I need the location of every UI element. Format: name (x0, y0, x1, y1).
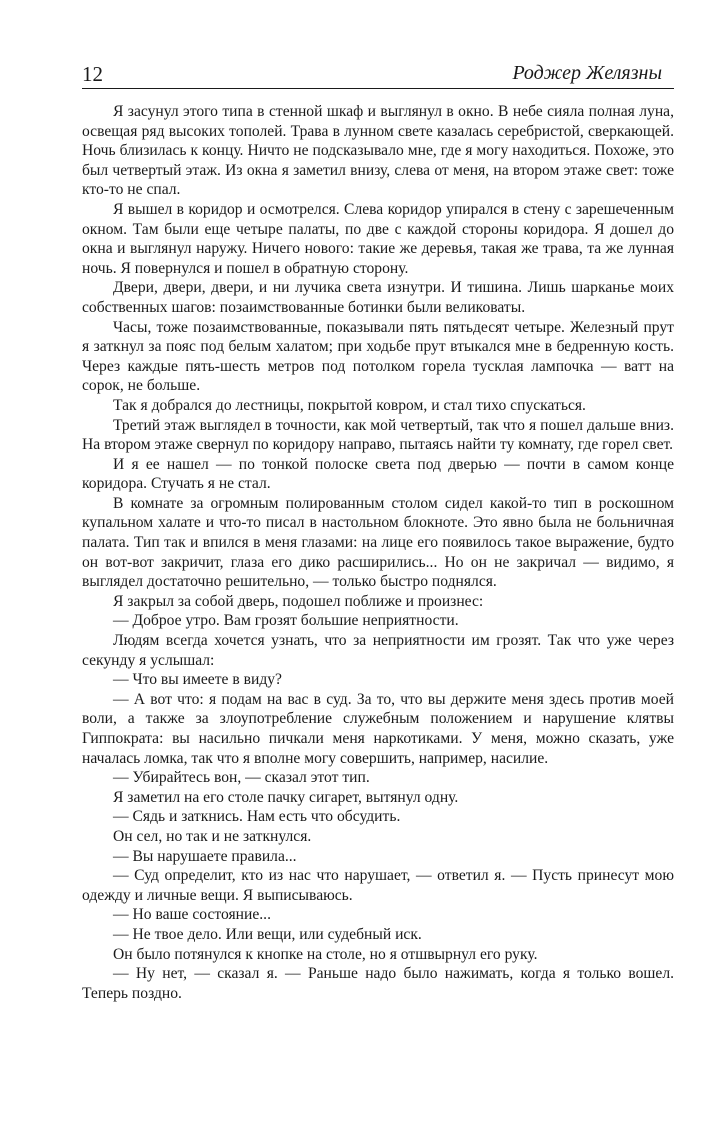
dialogue-line: — Суд определит, кто из нас что нарушает, — ответил я. — Пусть принесут мою одежду и личные вещи. Я выписываюсь. (82, 867, 674, 904)
paragraph: И я ее нашел — по тонкой полоске света под дверью — почти в самом конце коридора. Стучать я не стал. (82, 455, 674, 493)
paragraph: Я закрыл за собой дверь, подошел поближе и произнес: (113, 592, 484, 610)
running-title: Роджер Желязны (512, 62, 662, 84)
paragraph: Я вышел в коридор и осмотрелся. Слева коридор упирался в стену с зарешеченным окном. Там были еще четыре палаты, по две с каждой стороны коридора. Я дошел до окна и выглянул наружу. Ничего нового: такие же деревья, такая же трава, та же лунная ночь. Я повернулся и пошел в обратную сторону. (82, 200, 674, 277)
dialogue-line: — Сядь и заткнись. Нам есть что обсудить. (113, 808, 401, 826)
paragraph: Часы, тоже позаимствованные, показывали пять пятьдесят четыре. Железный прут я заткнул за пояс под белым халатом; при ходьбе прут втыкался мне в бедренную кость. Через каждые пять-шесть метров под потолком горела тусклая лампочка — ватт на сорок, не больше. (82, 318, 674, 395)
dialogue-line: — Но ваше состояние... (113, 906, 271, 924)
dialogue-line: — Убирайтесь вон, — сказал этот тип. (113, 769, 370, 787)
paragraph: Людям всегда хочется узнать, что за неприятности им грозят. Так что уже через секунду я услышал: (82, 632, 674, 669)
dialogue-line: — Что вы имеете в виду? (113, 671, 282, 689)
paragraph: В комнате за огромным полированным столом сидел какой-то тип в роскошном купальном халате и что-то писал в настольном блокноте. Это явно была не больничная палата. Тип так и впился в меня глазами: на лице его появилось такое выражение, будто он вот-вот закричит, глаза его дико расширились... Но он не закричал — видимо, я выглядел достаточно решительно, — только быстро поднялся. (82, 494, 674, 591)
paragraph: Он было потянулся к кнопке на столе, но я отшвырнул его руку. (113, 945, 538, 963)
paragraph: Так я добрался до лестницы, покрытой ковром, и стал тихо спускаться. (113, 396, 586, 414)
dialogue-line: — А вот что: я подам на вас в суд. За то, что вы держите меня здесь против моей воли, а также за злоупотребление служебным положением и нарушение клятвы Гиппократа: вы насильно пичкали меня наркотиками. У меня, можно сказать, уже началась ломка, так что я вполне могу совершить, например, насилие. (82, 690, 674, 767)
header-rule (82, 88, 674, 89)
paragraph: Я заметил на его столе пачку сигарет, вытянул одну. (113, 788, 459, 806)
page-number: 12 (82, 62, 103, 86)
paragraph: Третий этаж выглядел в точности, как мой четвертый, так что я пошел дальше вниз. На втором этаже свернул по коридору направо, пытаясь найти ту комнату, где горел свет. (82, 416, 674, 454)
paragraph: Двери, двери, двери, и ни лучика света изнутри. И тишина. Лишь шарканье моих собственных шагов: позаимствованные ботинки были великоваты. (82, 279, 674, 316)
dialogue-line: — Вы нарушаете правила... (113, 847, 297, 865)
dialogue-line: — Не твое дело. Или вещи, или судебный иск. (113, 925, 422, 943)
body-text (82, 102, 674, 1003)
paragraph: Я засунул этого типа в стенной шкаф и выглянул в окно. В небе сияла полная луна, освещая ряд высоких тополей. Трава в лунном свете казалась серебристой, сверкающей. Ночь близилась к концу. Ничто не подсказывало мне, где я могу находиться. Похоже, это был четвертый этаж. Из окна я заметил внизу, слева от меня, на втором этаже свет: тоже кто-то не спал. (82, 103, 674, 199)
page-header (82, 58, 674, 90)
paragraph: Он сел, но так и не заткнулся. (113, 827, 312, 845)
dialogue-line: — Доброе утро. Вам грозят большие неприятности. (113, 612, 459, 630)
book-page (82, 58, 674, 1003)
dialogue-line: — Ну нет, — сказал я. — Раньше надо было нажимать, когда я только вошел. Теперь поздно. (82, 965, 674, 1002)
